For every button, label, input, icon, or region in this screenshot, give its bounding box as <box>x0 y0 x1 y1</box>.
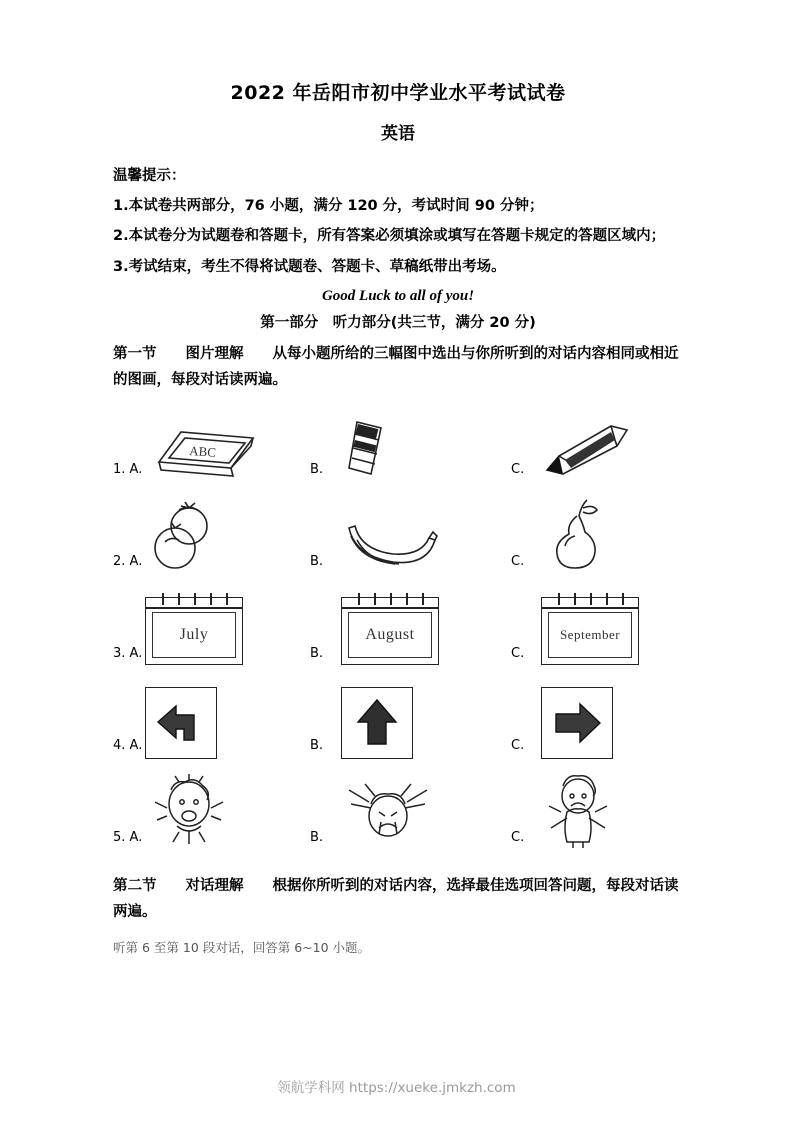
question-4-number: 4. A. <box>113 738 143 754</box>
document-content <box>113 78 683 956</box>
subject-title: 英语 <box>381 124 415 144</box>
arrow-up-icon <box>341 687 413 759</box>
notice-line-1: 1.本试卷共两部分，76 小题，满分 120 分，考试时间 90 分钟； <box>113 198 544 214</box>
arrow-left-icon <box>145 687 217 759</box>
calendar-icon-july <box>145 597 243 665</box>
person-shouting-icon <box>145 774 233 853</box>
question-1-number: 1. A. <box>113 462 143 478</box>
watermark <box>0 1076 793 1096</box>
good-luck-text: Good Luck to all of you! <box>321 288 475 305</box>
question-2-option-b-label: B. <box>310 554 324 570</box>
question-row-5 <box>113 767 683 853</box>
calendar-month-label-b: August <box>348 612 432 658</box>
person-sad-icon <box>541 772 615 853</box>
abc-eraser-icon <box>145 422 265 485</box>
svg-text:ABC: ABC <box>188 443 217 461</box>
question-row-2 <box>113 491 683 577</box>
question-row-4 <box>113 675 683 761</box>
page-title: 2022 年岳阳市初中学业水平考试试卷 <box>230 82 566 104</box>
calendar-month-label-c: September <box>548 612 632 658</box>
section-two-note: 听第 6 至第 10 段对话，回答第 6~10 小题。 <box>113 939 371 955</box>
question-5-option-b-label: B. <box>310 830 324 846</box>
notice-line-2: 2.本试卷分为试题卷和答题卡，所有答案必须填涂或填写在答题卡规定的答题区域内； <box>113 228 666 245</box>
question-1-option-b-label: B. <box>310 462 324 478</box>
calendar-month-label-a: July <box>152 612 236 658</box>
question-row-1 <box>113 399 683 485</box>
bananas-icon <box>341 510 441 577</box>
question-1-option-c-label: C. <box>511 462 525 478</box>
pear-icon <box>541 498 611 577</box>
question-3-option-c-label: C. <box>511 646 525 662</box>
person-crying-icon <box>341 782 435 853</box>
calendar-icon-august <box>341 597 439 665</box>
pen-icon <box>541 420 637 485</box>
question-2-option-c-label: C. <box>511 554 525 570</box>
question-3-number: 3. A. <box>113 646 143 662</box>
notice-line-3: 3.考试结束，考生不得将试题卷、答题卡、草稿纸带出考场。 <box>113 258 506 275</box>
arrow-right-icon <box>541 687 613 759</box>
tomatoes-icon <box>145 500 231 577</box>
calendar-icon-september <box>541 597 639 665</box>
question-5-option-c-label: C. <box>511 830 525 846</box>
watermark-text: 领航学科网 https://xueke.jmkzh.com <box>277 1080 516 1096</box>
section-two-heading: 第二节 对话理解 根据你所听到的对话内容，选择最佳选项回答问题，每段对话读两遍。 <box>113 878 679 921</box>
section-one-heading: 第一节 图片理解 从每小题所给的三幅图中选出与你所听到的对话内容相同或相近的图画，每段对话读两遍。 <box>113 346 679 389</box>
question-3-option-b-label: B. <box>310 646 324 662</box>
question-4-option-b-label: B. <box>310 738 324 754</box>
part-one-heading: 第一部分 听力部分(共三节，满分 20 分) <box>260 315 536 332</box>
question-4-option-c-label: C. <box>511 738 525 754</box>
notice-heading: 温馨提示： <box>113 168 186 184</box>
question-2-number: 2. A. <box>113 554 143 570</box>
question-5-number: 5. A. <box>113 830 143 846</box>
pencil-sharpener-icon <box>341 418 397 485</box>
question-row-3 <box>113 583 683 669</box>
